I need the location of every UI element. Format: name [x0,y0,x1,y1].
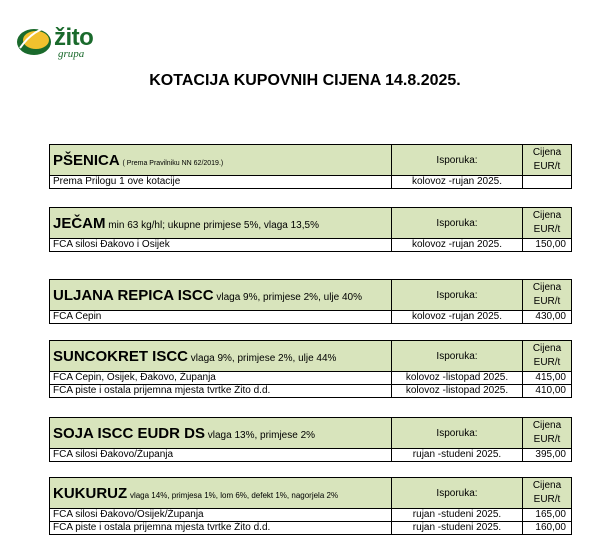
table-row [50,509,572,522]
product-note: ( Prema Pravilniku NN 62/2019.) [122,159,224,167]
row-period: kolovoz -rujan 2025. [392,176,523,189]
row-period: rujan -studeni 2025. [392,509,523,522]
delivery-header: Isporuka: [392,145,523,176]
section-soja [49,417,572,462]
section-uljana-repica [49,279,572,324]
price-header: Cijena EUR/t [523,280,572,311]
row-desc: FCA silosi Đakovo i Osijek [50,239,392,252]
row-price [523,176,572,189]
zito-logo [14,14,104,66]
section-jecam [49,207,572,252]
row-price: 410,00 [523,385,572,398]
product-name: ULJANA REPICA ISCC [53,286,214,304]
row-period: kolovoz -listopad 2025. [392,385,523,398]
product-name: PŠENICA [53,151,120,169]
price-header: Cijena EUR/t [523,208,572,239]
row-desc: FCA Čepin, Osijek, Đakovo, Županja [50,372,392,385]
product-name: KUKURUZ [53,484,128,502]
page-title: KOTACIJA KUPOVNIH CIJENA 14.8.2025. [149,72,461,89]
delivery-header: Isporuka: [392,208,523,239]
row-desc: FCA Čepin [50,311,392,324]
logo-name: žito [54,24,94,51]
product-name: JEČAM [53,214,106,232]
row-price: 165,00 [523,509,572,522]
product-name: SOJA ISCC EUDR DS [53,424,205,442]
row-desc: FCA piste i ostala prijemna mjesta tvrtke Žito d.d. [50,522,392,535]
table-row [50,385,572,398]
row-desc: FCA silosi Đakovo/Osijek/Županja [50,509,392,522]
row-desc: FCA silosi Đakovo/Županja [50,449,392,462]
delivery-header: Isporuka: [392,418,523,449]
row-period: kolovoz -rujan 2025. [392,239,523,252]
section-psenica [49,144,572,189]
section-suncokret [49,340,572,398]
delivery-header: Isporuka: [392,341,523,372]
table-row [50,176,572,189]
row-period: kolovoz -rujan 2025. [392,311,523,324]
price-header: Cijena EUR/t [523,341,572,372]
price-header: Cijena EUR/t [523,145,572,176]
product-note: vlaga 14%, primjesa 1%, lom 6%, defekt 1%, nagorjela 2% [129,490,339,500]
delivery-header: Isporuka: [392,280,523,311]
price-header: Cijena EUR/t [523,478,572,509]
row-price: 395,00 [523,449,572,462]
table-row [50,522,572,535]
table-row [50,311,572,324]
table-row [50,372,572,385]
delivery-header: Isporuka: [392,478,523,509]
row-price: 415,00 [523,372,572,385]
product-name: SUNCOKRET ISCC [53,347,189,365]
product-note: vlaga 13%, primjese 2% [207,429,316,441]
row-desc: FCA piste i ostala prijemna mjesta tvrtke Žito d.d. [50,385,392,398]
row-desc: Prema Prilogu 1 ove kotacije [50,176,392,189]
logo-sub: grupa [58,48,85,60]
row-period: rujan -studeni 2025. [392,449,523,462]
zito-leaf-icon [14,18,58,62]
row-price: 430,00 [523,311,572,324]
row-price: 160,00 [523,522,572,535]
table-row [50,239,572,252]
product-note: min 63 kg/hl; ukupne primjese 5%, vlaga 13,5% [108,219,319,231]
section-kukuruz [49,477,572,535]
row-period: kolovoz -listopad 2025. [392,372,523,385]
product-note: vlaga 9%, primjese 2%, ulje 44% [190,352,337,364]
product-note: vlaga 9%, primjese 2%, ulje 40% [216,291,362,303]
row-price: 150,00 [523,239,572,252]
price-header: Cijena EUR/t [523,418,572,449]
table-row [50,449,572,462]
row-period: rujan -studeni 2025. [392,522,523,535]
